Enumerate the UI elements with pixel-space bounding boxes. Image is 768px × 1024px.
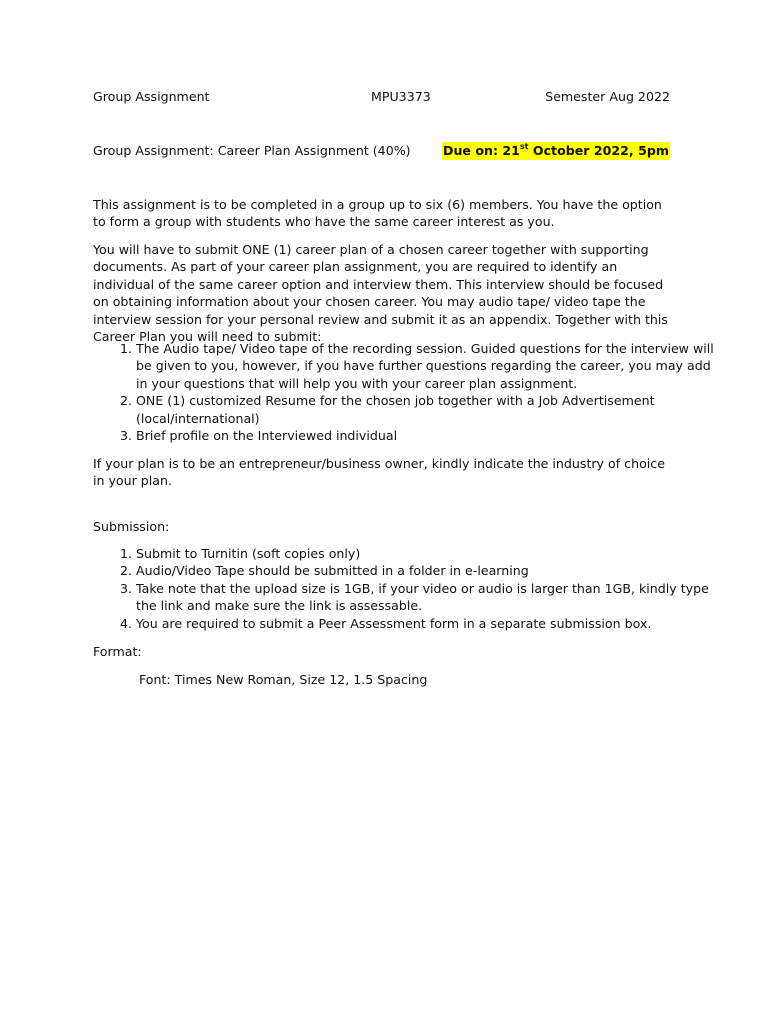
list-item: 2. ONE (1) customized Resume for the chosen job together with a Job Advertisement (local/international) [136, 392, 716, 427]
paragraph-group-info [93, 196, 673, 231]
paragraph-text: This assignment is to be completed in a group up to six (6) members. You have the option to form a group with students who have the same career interest as you. [93, 197, 662, 230]
submission-heading: Submission: [93, 519, 170, 534]
paragraph-text: You will have to submit ONE (1) career plan of a chosen career together with supporting documents. As part of your career plan assignment, you are required to identify an individual of the same career option and interview them. This interview should be focused on obtaining information about your chosen career. You may audio tape/ video tape the interview session for your personal review and submit it as an appendix. Together with this Career Plan you will need to submit: [93, 242, 668, 345]
list-item: 2. Audio/Video Tape should be submitted in a folder in e-learning [136, 562, 716, 579]
list-item: 3. Brief profile on the Interviewed individual [136, 427, 716, 444]
format-heading: Format: [93, 644, 142, 659]
list-item: 3. Take note that the upload size is 1GB, if your video or audio is larger than 1GB, kindly type the link and make sure the link is assessable. [136, 580, 716, 615]
assignment-title-row [93, 142, 670, 160]
paragraph-entrepreneur [93, 455, 673, 490]
document-header [93, 88, 670, 106]
required-submissions-list [93, 340, 716, 444]
list-item: 1. Submit to Turnitin (soft copies only) [136, 545, 716, 562]
due-date-prefix: Due on: 21 [442, 143, 520, 158]
assignment-title: Group Assignment: Career Plan Assignment (40%) [93, 143, 411, 158]
header-assignment-type: Group Assignment [93, 89, 210, 104]
format-font-spec: Font: Times New Roman, Size 12, 1.5 Spacing [139, 672, 428, 687]
due-date-ordinal: st [519, 141, 529, 151]
list-item: 1. The Audio tape/ Video tape of the recording session. Guided questions for the interview will be given to you, however, if you have further questions regarding the career, you may add in your questions that will help you with your career plan assignment. [136, 340, 716, 392]
header-course-code: MPU3373 [371, 89, 431, 104]
due-date-highlight [442, 142, 670, 160]
submission-steps-list [93, 545, 716, 632]
list-item: 4. You are required to submit a Peer Assessment form in a separate submission box. [136, 615, 716, 632]
paragraph-career-plan [93, 241, 673, 345]
header-semester: Semester Aug 2022 [545, 89, 670, 104]
due-date-suffix: October 2022, 5pm [528, 143, 669, 158]
paragraph-text: If your plan is to be an entrepreneur/business owner, kindly indicate the industry of choice in your plan. [93, 456, 665, 489]
